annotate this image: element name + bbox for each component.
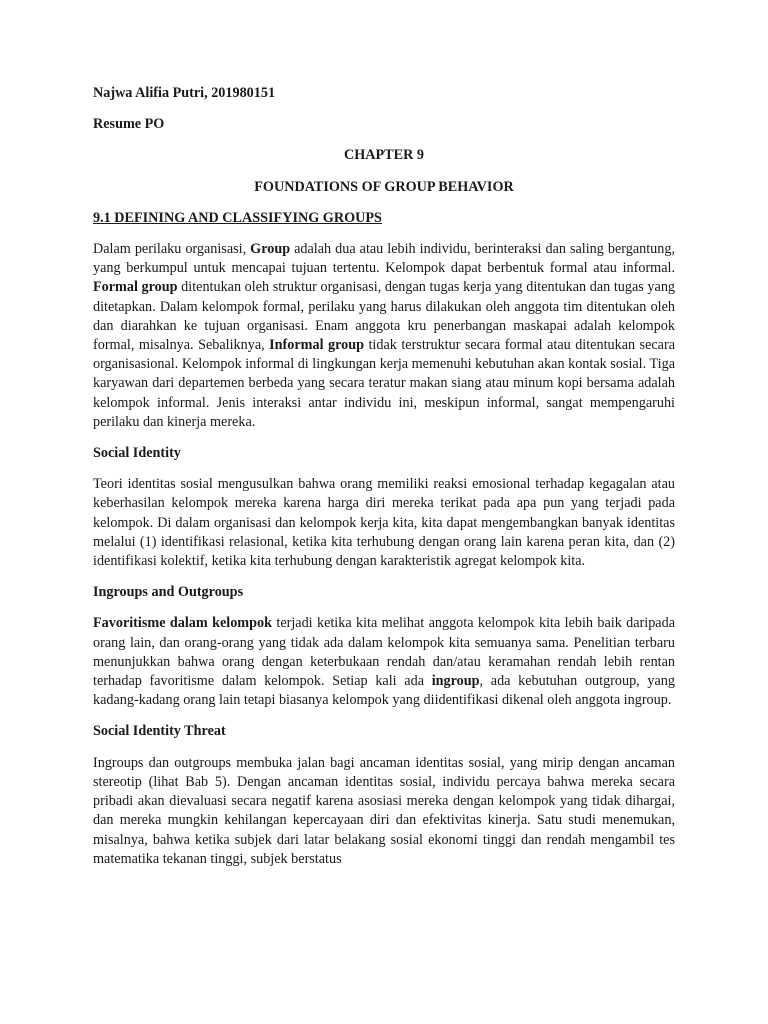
text-run: terjadi ketika kita melihat anggota kelompok kita lebih baik daripada orang lain, dan orang-orang yang tidak ada dalam kelompok kita semuanya sama. Penelitian terbaru menunjukkan bahwa orang dengan keterbukaan rendah dan/atau keramahan rendah lebih rentan terhadap favoritisme dalam kelompok. Setiap kali ada <box>93 615 675 690</box>
text-run: Dalam perilaku organisasi, <box>93 241 251 258</box>
author-line: Najwa Alifia Putri, 201980151 <box>93 85 276 101</box>
term-group: Group <box>250 241 291 258</box>
section-heading: 9.1 DEFINING AND CLASSIFYING GROUPS <box>93 209 382 226</box>
doc-label: Resume PO <box>93 116 165 133</box>
paragraph-social-identity: Teori identitas sosial mengusulkan bahwa orang memiliki reaksi emosional terhadap kegagalan atau keberhasilan kelompok mereka karena harga diri mereka terikat pada apa pun yang terjadi pada kelompok. Di dalam organisasi dan kelompok kerja kita, kita dapat mengembangkan banyak identitas melalui (1) identifikasi relasional, ketika kita terhubung dengan orang lain karena peran kita, dan (2) identifikasi kolektif, ketika kita terhubung dengan karakteristik agregat kelompok kita. <box>93 476 675 570</box>
heading-ingroups-outgroups: Ingroups and Outgroups <box>93 584 244 601</box>
chapter-number: CHAPTER 9 <box>343 147 424 164</box>
paragraph-social-identity-threat: Ingroups dan outgroups membuka jalan bagi ancaman identitas sosial, yang mirip dengan ancaman stereotip (lihat Bab 5). Dengan ancaman identitas sosial, individu percaya bahwa mereka secara pribadi akan dievaluasi secara negatif karena asosiasi mereka dengan kelompok yang tidak dihargai, dan mereka mungkin kehilangan kepercayaan diri dan efektivitas kinerja. Satu studi menemukan, misalnya, bahwa ketika subjek dari latar belakang sosial ekonomi tinggi dan rendah mengambil tes matematika tekanan tinggi, subjek berstatus <box>93 754 675 867</box>
term-informal-group: Informal group <box>269 337 365 354</box>
paragraph-defining-groups <box>93 240 675 432</box>
text-run: adalah dua atau lebih individu, berinteraksi dan saling bergantung, yang berkumpul untuk mencapai tujuan tertentu. Kelompok dapat berbentuk formal atau informal. <box>93 241 675 277</box>
chapter-title: FOUNDATIONS OF GROUP BEHAVIOR <box>254 178 514 195</box>
term-favoritisme: Favoritisme dalam kelompok <box>93 615 272 632</box>
text-run: ditentukan oleh struktur organisasi, dengan tugas kerja yang ditentukan dan tugas yang ditetapkan. Dalam kelompok formal, perilaku yang harus dilakukan oleh anggota tim ditentukan oleh dan diarahkan ke tujuan organisasi. Enam anggota kru penerbangan maskapai adalah kelompok formal, misalnya. Sebaliknya, <box>93 279 676 354</box>
text-run: , ada kebutuhan outgroup, yang kadang-kadang orang lain tetapi biasanya kelompok yang diidentifikasi dikenal oleh anggota ingroup. <box>93 673 675 709</box>
text-run: tidak terstruktur secara formal atau ditentukan secara organisasional. Kelompok informal di lingkungan kerja memenuhi kebutuhan akan kontak sosial. Tiga karyawan dari departemen berbeda yang secara teratur makan siang atau minum kopi bersama adalah kelompok informal. Jenis interaksi antar individu ini, meskipun informal, sangat mempengaruhi perilaku dan kinerja mereka. <box>93 337 675 430</box>
term-formal-group: Formal group <box>93 279 178 296</box>
heading-social-identity: Social Identity <box>93 445 181 462</box>
document-page <box>93 84 675 881</box>
paragraph-ingroups <box>93 614 675 710</box>
term-ingroup: ingroup <box>431 673 480 690</box>
heading-social-identity-threat: Social Identity Threat <box>93 723 226 740</box>
